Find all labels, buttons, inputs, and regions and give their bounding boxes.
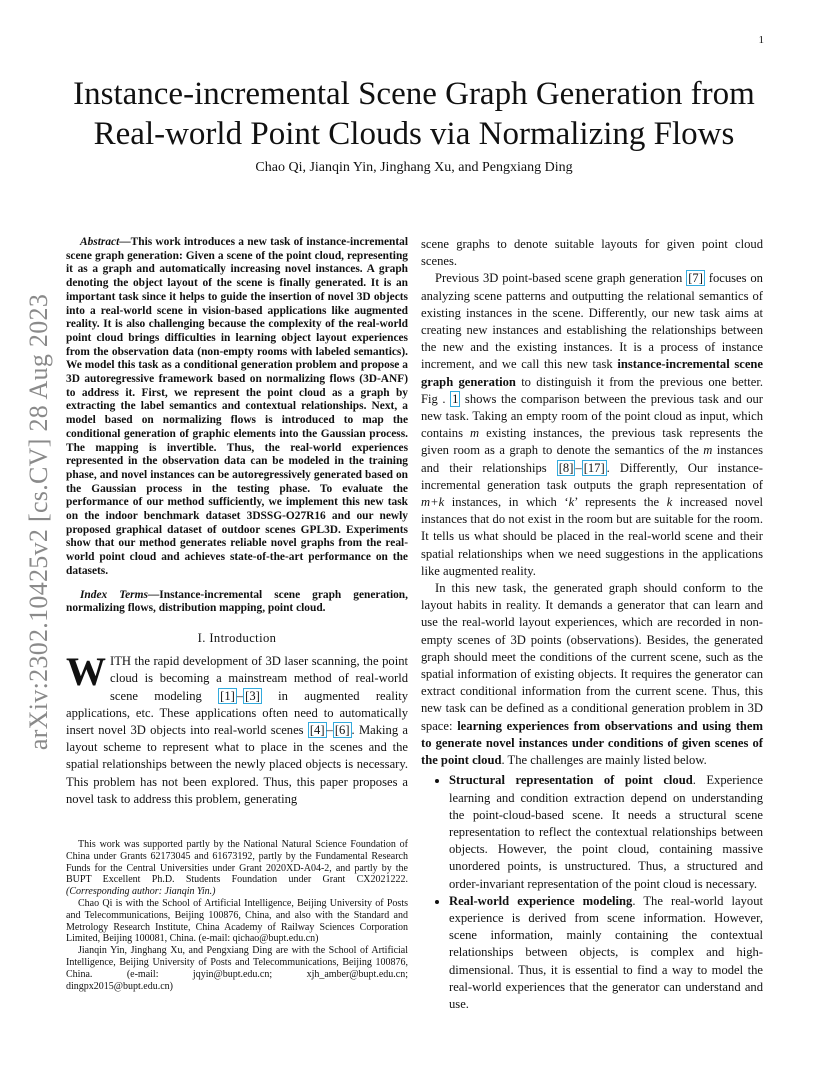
- right-column: [421, 236, 763, 1013]
- intro-text-a: ITH the rapid development of 3D laser scanning, the point cloud is becoming a mainstream method of real-world scene modeling: [110, 654, 408, 703]
- abstract: [66, 236, 408, 579]
- p1-text-c: to distinguish it from the previous one better. Fig .: [421, 374, 763, 406]
- challenge-list: [421, 772, 763, 1013]
- right-paragraph-0: scene graphs to denote suitable layouts for given point cloud scenes.: [421, 237, 763, 269]
- task-name-bold: instance-incremental scene graph generation: [421, 357, 764, 389]
- footnotes: [66, 839, 408, 992]
- p1-text-e: existing instances, the previous task represents the given room as a graph to denote the semantics of the: [421, 426, 763, 458]
- drop-cap: W: [66, 649, 106, 695]
- footnote-funding-text: This work was supported partly by the National Natural Science Foundation of China under Grants 62173045 and 61673192, partly by the Fundamental Research Funds for the Central Universities under Grant 2020XD-A04-2, and partly by the BUPT Excellent Ph.D. Students Foundation under Grant CX2021222.: [66, 839, 408, 886]
- figure-link[interactable]: 1: [452, 391, 459, 406]
- footnote-affiliation-others: Jianqin Yin, Jinghang Xu, and Pengxiang Ding are with the School of Artificial Intelligence, Beijing University of Posts and Telecommunications, Beijing 100876, China. (e-mail: jqyin@bupt.edu.cn; xjh_amber@bupt.edu.cn; dingpx2015@bupt.edu.cn): [66, 945, 408, 992]
- abstract-text: This work introduces a new task of instance-incremental scene graph generation: Given a scene of the point cloud, representing it as a graph and automatically increasing novel instances. A graph denoting the object layout of the scene is finally generated. It is an important task since it helps to guide the insertion of novel 3D objects into a real-world scene in vision-based applications like augmented reality. It is also challenging because the complexity of the real-world point cloud brings difficulties in learning object layout experiences from the observation data (non-empty rooms with labeled semantics). We model this task as a conditional generation problem and propose a 3D autoregressive framework based on normalizing flows (3D-ANF) to address it. First, we represent the point cloud as a graph by extracting the label semantics and contextual relationships. Next, a model based on normalizing flows is introduced to map the conditional generation of graphic elements into the Gaussian process. The mapping is invertible. Thus, the real-world experiences represented in the observation data can be modeled in the training phase, and novel instances can be autoregressively generated based on the Gaussian process in the testing phase. To evaluate the performance of our method sufficiently, we implement this new task on the indoor benchmark dataset 3DSSG-O27R16 and our newly proposed graphical dataset of outdoor scenes GPL3D. Experiments show that our method generates reliable novel graphs from the real-world point cloud and achieves state-of-the-art performance on the datasets.: [66, 236, 408, 577]
- p1-text-g: . Differently, Our instance-incremental generation task outputs the graph representation of: [421, 460, 763, 492]
- index-terms: [66, 589, 408, 616]
- list-item-title: Structural representation of point cloud: [449, 773, 693, 788]
- list-item-text: . Experience learning and condition extraction depend on understanding the point-cloud-based scene. It needs a structural scene representation to reflect the contextual relationships between objects. However, the point cloud, containing massive unordered points, is unstructured. Thus, a structured and order-invariant representation of the point cloud is necessary.: [449, 773, 763, 891]
- author-list: Chao Qi, Jianqin Yin, Jinghang Xu, and Pengxiang Ding: [255, 160, 573, 175]
- abstract-label: Abstract: [80, 236, 120, 248]
- p2-bold: learning experiences from observations and using them to generate novel instances under conditions of given scenes of the point cloud: [421, 718, 763, 768]
- list-item-title: Real-world experience modeling: [449, 893, 633, 908]
- math-k: k: [568, 495, 575, 510]
- arxiv-id: arXiv:2302.10425v2 [cs.CV] 28 Aug 2023: [24, 293, 53, 751]
- abstract-dash: —: [119, 236, 131, 248]
- citation-dash: –: [236, 688, 244, 703]
- citation-link[interactable]: [8]: [558, 460, 574, 475]
- p1-text-f: instances and their relationships: [421, 443, 763, 475]
- citation-link[interactable]: [4]: [309, 723, 325, 737]
- math-mk: m+k: [421, 495, 445, 510]
- citation-link[interactable]: [3]: [245, 688, 260, 703]
- p1-text-h: instances, in which ‘: [444, 495, 569, 510]
- citation-link[interactable]: [1]: [220, 688, 235, 703]
- right-paragraph-1: [421, 270, 763, 580]
- p2-text-a: In this new task, the generated graph should conform to the layout habits in reality. It demands a generator that can learn and use the real-world layout experiences, which are recorded in non-empty scenes of 3D points (observations). Besides, the generated graph should meet the conditions of the current scene, such as the spatial information of existing objects. It requires the generator can extract conditional information from the current scene. Thus, this new task can be defined as a conditional generation problem in 3D space:: [421, 581, 763, 733]
- corresponding-author: (Corresponding author: Jianqin Yin.): [66, 886, 216, 898]
- arxiv-watermark: [14, 282, 64, 762]
- citation-dash: –: [575, 460, 582, 475]
- index-terms-label: Index Terms: [80, 588, 148, 601]
- p1-text-b: focuses on analyzing scene patterns and outputting the relational semantics of existing instances in the scene. Differently, our new task aims at creating new instances and establishing the relationships between the new and the existing instances. It is a process of instance increment, and we call this new task: [421, 271, 763, 372]
- p1-text-i: ’ represents the: [574, 495, 667, 510]
- p1-text-d: shows the comparison between the previous task and our new task. Taking an empty room of the point cloud as input, which contains: [421, 391, 763, 441]
- math-k: k: [666, 495, 673, 510]
- p1-text-a: Previous 3D point-based scene graph generation: [435, 271, 687, 286]
- intro-text-b: in augmented reality applications, etc. These applications often need to automatically insert novel 3D objects into real-world scenes: [66, 688, 408, 737]
- citation-link[interactable]: [17]: [583, 460, 605, 475]
- intro-text-c: . Making a layout scheme to represent what to place in the scenes and the spatial relationships between the newly placed objects is necessary. This problem has not been explored. Thus, this paper proposes a novel task to address this problem, generating: [66, 723, 408, 806]
- math-m: m: [470, 426, 480, 441]
- list-item-text: . The real-world layout experience is derived from scene information. However, scene information, mainly containing the contextual relationships between objects, is complex and high-dimensional. Thus, it is essential to find a way to model the real-world experiences that the generator can understand and use.: [449, 893, 763, 1011]
- footnote-funding: [66, 839, 408, 898]
- section-heading-introduction: I. Introduction: [197, 630, 277, 645]
- intro-paragraph: [66, 649, 408, 808]
- p2-text-b: . The challenges are mainly listed below.: [501, 753, 707, 768]
- citation-dash: –: [326, 723, 333, 737]
- paper-title: Instance-incremental Scene Graph Generation from Real-world Point Clouds via Normalizing Flows: [73, 76, 755, 152]
- index-terms-text: —Instance-incremental scene graph generation, normalizing flows, distribution mapping, point cloud.: [66, 588, 408, 615]
- math-m: m: [703, 443, 713, 458]
- citation-link[interactable]: [7]: [688, 271, 703, 286]
- citation-link[interactable]: [6]: [334, 723, 350, 737]
- page-number: 1: [758, 34, 764, 46]
- footnote-affiliation-qi: Chao Qi is with the School of Artificial Intelligence, Beijing University of Posts and Telecommunications, Beijing 100876, China, and also with the Standard and Metrology Research Institute, China Academy of Railway Sciences Corporation Limited, Beijing 100081, China. (e-mail: qichao@bupt.edu.cn): [66, 897, 408, 945]
- list-item: [449, 772, 763, 892]
- left-column: [66, 236, 408, 808]
- right-paragraph-2: [421, 580, 763, 769]
- p1-text-j: increased novel instances that do not exist in the room but are suitable for the room. It tells us what should be placed in the real-world scene and their spatial relationships when we need suggestions in the applications like augmented reality.: [421, 495, 763, 578]
- list-item: [449, 893, 763, 1013]
